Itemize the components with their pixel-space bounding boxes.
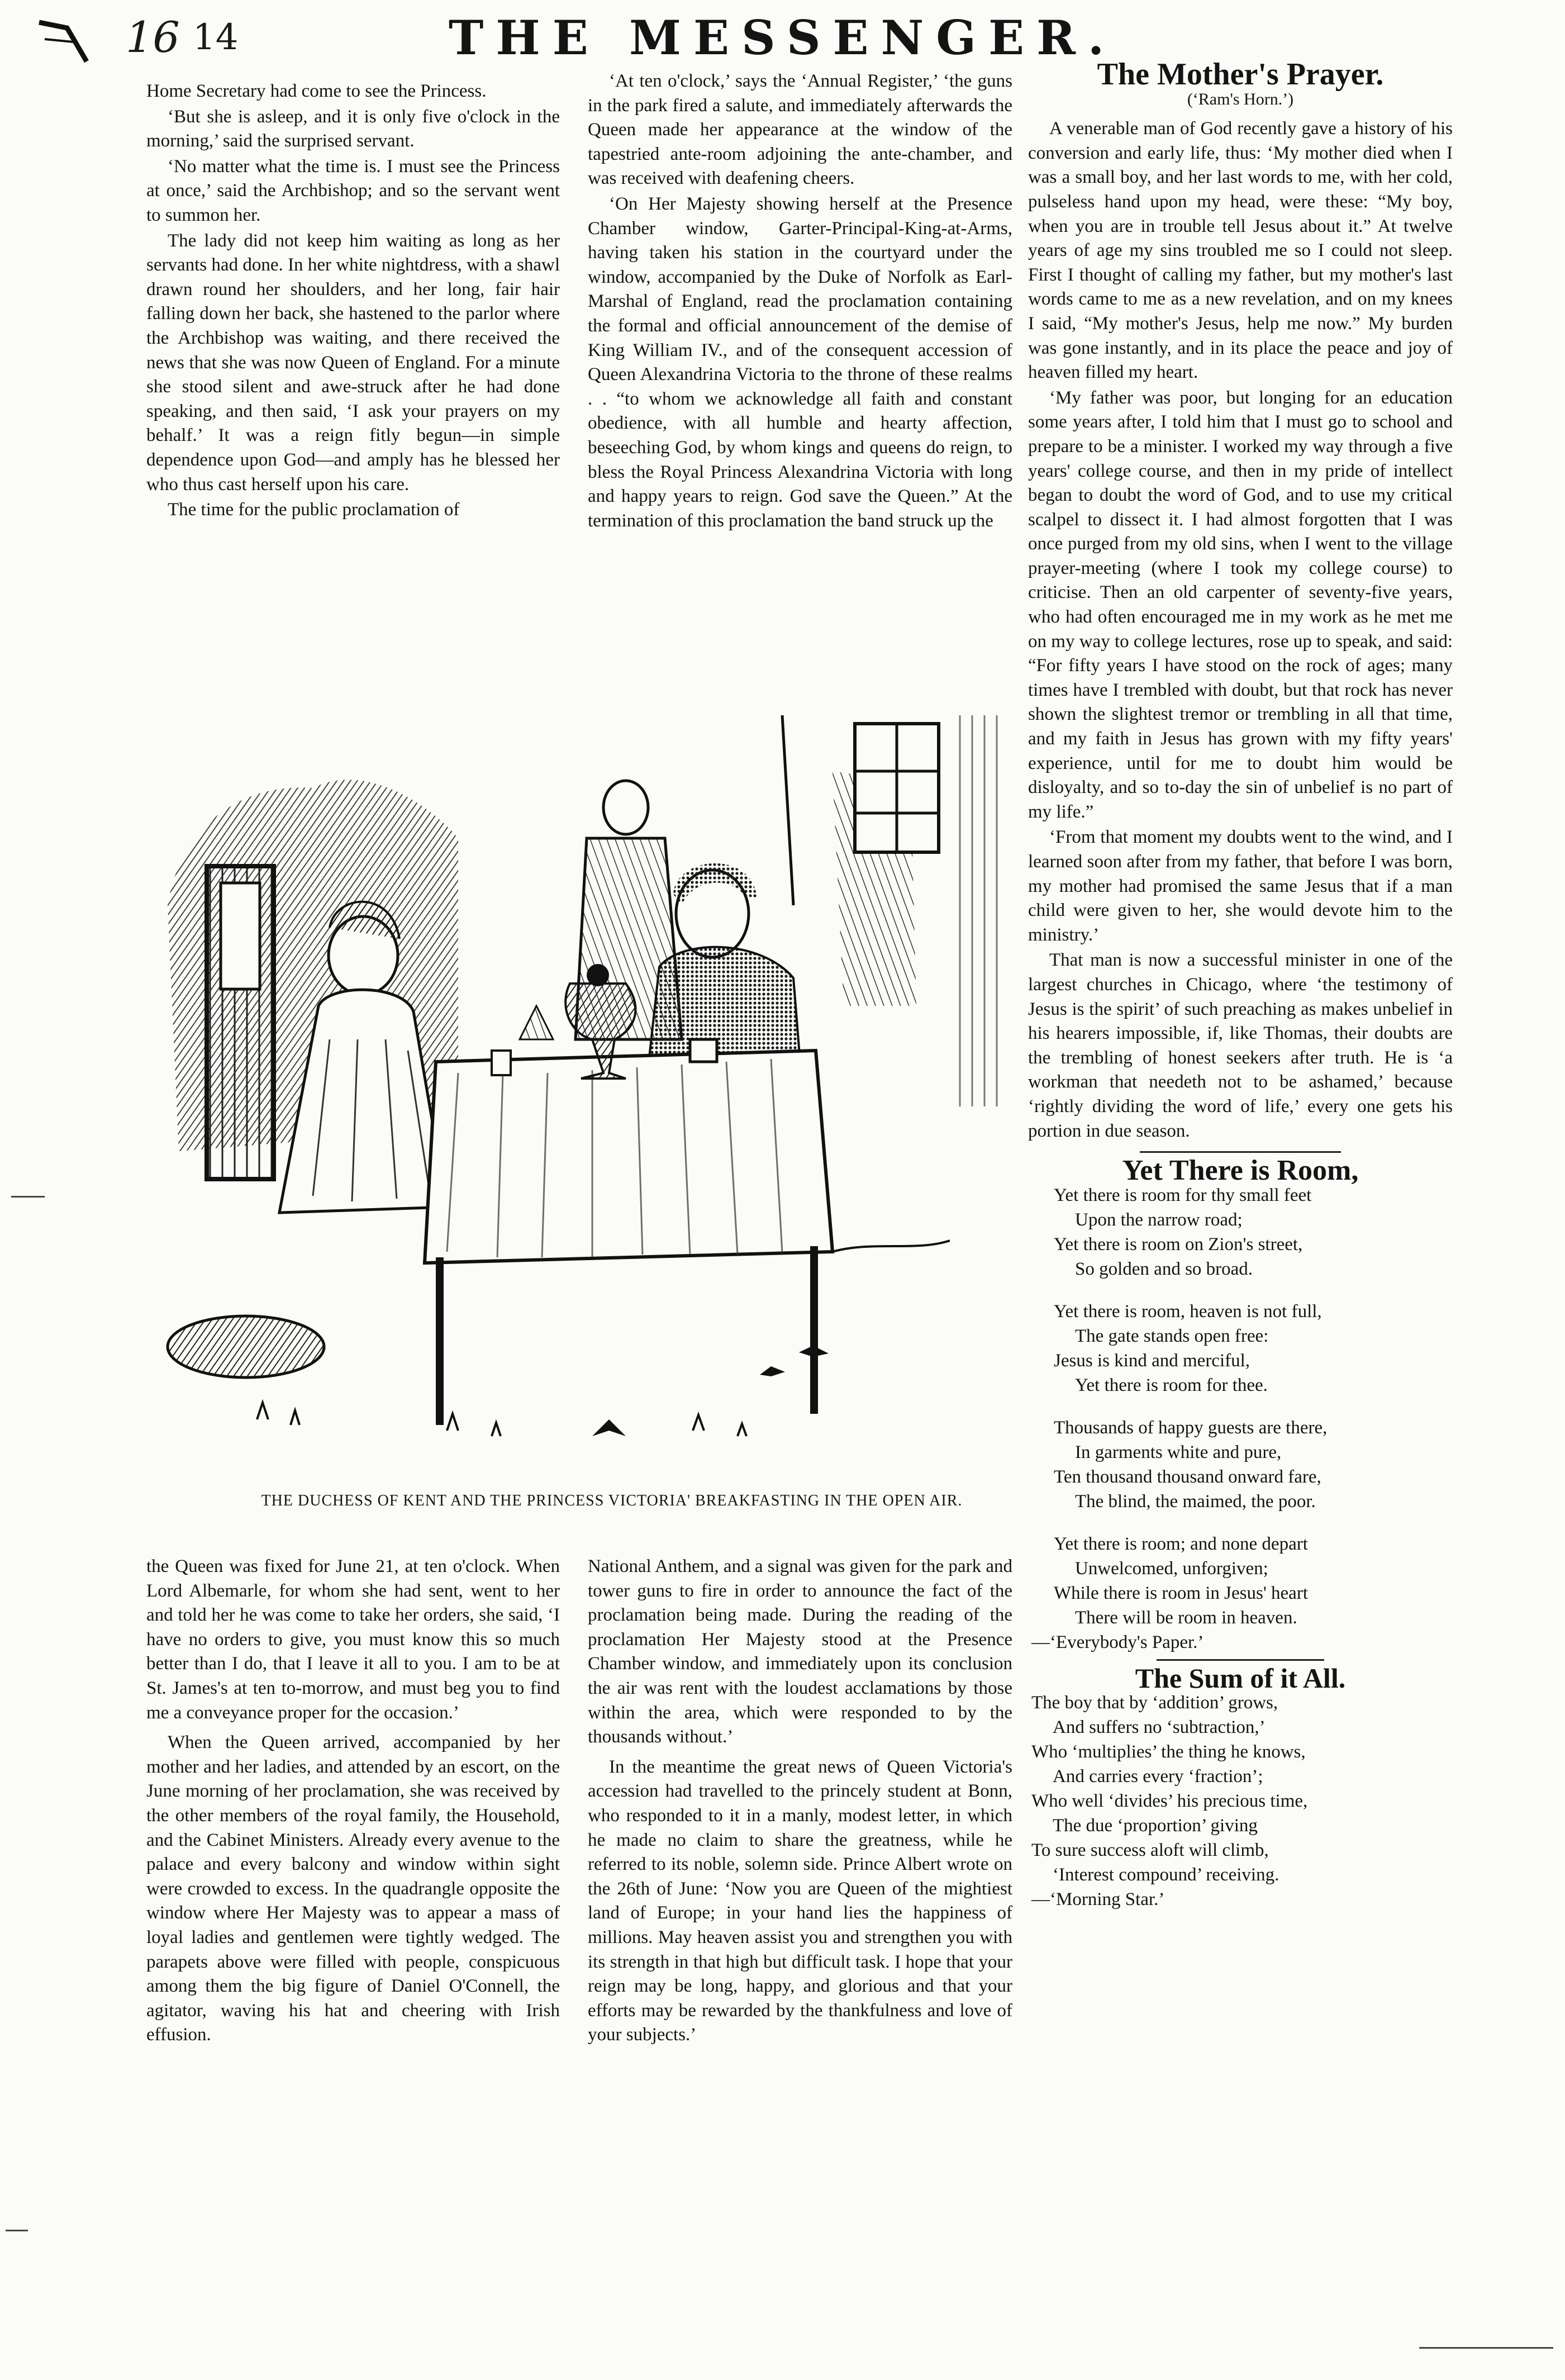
column-3 <box>1028 57 1453 1912</box>
handwritten-number: 16 <box>126 12 180 62</box>
column-2-top <box>588 69 1012 534</box>
poem-line: While there is room in Jesus' heart <box>1054 1583 1308 1603</box>
divider <box>1140 1151 1341 1153</box>
sum-of-it-all-title: The Sum of it All. <box>1135 1662 1346 1694</box>
paragraph: A venerable man of God recently gave a history of his conversion and early life, thus: ‘My mother died when I was a small boy, and her last words to me, with her cold, pulseless hand upon my head, were these: “My boy, when you are in trouble tell Jesus about it.” At twelve years of age my sins troubled me so I could not sleep. First I thought of calling my father, but my mother's last words came to me as a new revelation, and on my knees I said, “My mother's Jesus, help me now.” My burden was gone instantly, and in its place the peace and joy of heaven filled my heart. <box>1028 118 1453 383</box>
poem-line: Yet there is room, heaven is not full, <box>1054 1301 1322 1322</box>
divider <box>1157 1659 1324 1661</box>
yet-there-is-room-poem <box>1028 1183 1453 1630</box>
mothers-prayer-title: The Mother's Prayer. <box>1097 57 1384 92</box>
paragraph: That man is now a successful minister in one of the largest churches in Chicago, where ‘the testimony of Jesus is the spirit’ of such preaching as makes unbelief in his hearers impossible, if, like Thomas, their doubts are the trembling of honest seekers after truth. He is ‘a workman that needeth not to be ashamed,’ because ‘rightly dividing the word of life,’ every one gets his portion in due season. <box>1028 950 1453 1141</box>
poem-source: —‘Morning Star.’ <box>1031 1889 1165 1910</box>
poem-line: Yet there is room; and none depart <box>1054 1533 1308 1554</box>
paragraph: National Anthem, and a signal was given for the park and tower guns to fire in order to announce the fact of the proclamation being made. During the reading of the proclamation Her Majesty stood at the Presence Chamber window, and immediately upon its conclusion the air was rent with the loudest acclamations by those within the area, which were responded to by the thousands without.’ <box>588 1556 1012 1747</box>
illustration-caption: THE DUCHESS OF KENT AND THE PRINCESS VICTORIA' BREAKFASTING IN THE OPEN AIR. <box>261 1492 963 1509</box>
paragraph: ‘No matter what the time is. I must see the Princess at once,’ said the Archbishop; and so the servant went to summon her. <box>146 156 560 225</box>
poem-line: To sure success aloft will climb, <box>1031 1840 1269 1861</box>
poem-line: Unwelcomed, unforgiven; <box>1075 1558 1268 1579</box>
paragraph: ‘On Her Majesty showing herself at the Presence Chamber window, Garter-Principal-King-at-Arms, having taken his station in the courtyard under the window, accompanied by the Duke of Norfolk as Earl-Marshal of England, read the proclamation containing the formal and official announcement of the demise of King William IV., and of the consequent accession of Queen Alexandrina Victoria to the throne of these realms . . “to whom we acknowledge all faith and constant obedience, with all humble and hearty affection, beseeching God, by whom kings and queens do reign, to bless the Royal Princess Alexandrina Victoria with long and happy years to reign. God save the Queen.” At the termination of this proclamation the band struck up the <box>588 193 1012 531</box>
stanza <box>1054 1299 1453 1398</box>
column-1-bottom <box>146 1555 560 2049</box>
page-number: 14 <box>193 17 239 58</box>
poem-line: The blind, the maimed, the poor. <box>1075 1491 1316 1512</box>
poem-line: Upon the narrow road; <box>1075 1209 1243 1230</box>
poem-line: Who ‘multiplies’ the thing he knows, <box>1031 1742 1306 1763</box>
scan-mark <box>6 2230 28 2231</box>
poem-line: So golden and so broad. <box>1075 1258 1253 1279</box>
paragraph: The lady did not keep him waiting as long as her servants had done. In her white nightdress, with a shawl drawn round her shoulders, and her long, fair hair falling down her back, she hastened to the parlor where the Archbishop was waiting, and there received the news that she was now Queen of England. For a minute she stood silent and awe-struck after he had done speaking, and then said, ‘I ask your prayers on my behalf.’ It was a reign fitly begun—in simple dependence upon God—and amply has he blessed her who thus cast herself upon his care. <box>146 230 560 495</box>
breakfast-illustration <box>145 693 1028 1481</box>
poem-line: Yet there is room for thy small feet <box>1054 1185 1312 1205</box>
paragraph: the Queen was fixed for June 21, at ten o'clock. When Lord Albemarle, for whom she had sent, went to her and told her he was come to take her orders, she said, ‘I have no orders to give, you must know this so much better than I do, that I leave it all to you. I am to be at St. James's at ten to-morrow, and must beg you to find me a conveyance proper for the occasion.’ <box>146 1556 560 1723</box>
poem-line: Jesus is kind and merciful, <box>1054 1350 1250 1371</box>
poem-line: The due ‘proportion’ giving <box>1053 1816 1258 1836</box>
paragraph: ‘But she is asleep, and it is only five o'clock in the morning,’ said the surprised servant. <box>146 106 560 151</box>
poem-line: And suffers no ‘subtraction,’ <box>1053 1717 1266 1738</box>
poem-line: Yet there is room on Zion's street, <box>1054 1234 1303 1255</box>
stanza <box>1054 1183 1453 1281</box>
paragraph: ‘At ten o'clock,’ says the ‘Annual Register,’ ‘the guns in the park fired a salute, and immediately afterwards the Queen made her appearance at the window of the tapestried ante-room adjoining the ante-chamber, and was received with deafening cheers. <box>588 71 1012 189</box>
paragraph: Home Secretary had come to see the Princess. <box>146 81 487 101</box>
paragraph: ‘My father was poor, but longing for an education some years after, I told him that I must go to school and prepare to be a minister. I worked my way through a five years' college course, and then in my pride of intellect began to doubt the word of God, and to use my critical scalpel to dissect it. I had almost forgotten that I was once purged from my old sins, when I went to the village prayer-meeting (where I took my college course) to criticise. Then an old carpenter of seventy-five years, who had often encouraged me in my work as he met me on my way to college lectures, rose up to speak, and said: “For fifty years I have stood on the rock of ages; many times have I trembled with doubt, but that rock has never shown the slightest tremor or trembling in all that time, and my faith in Jesus has grown with my fifty years' experience, until for me to doubt him would be disloyalty, and so to-day the sin of unbelief is no part of my life.” <box>1028 387 1453 822</box>
scan-mark <box>11 1196 45 1198</box>
sum-of-it-all-poem <box>1028 1690 1453 1912</box>
poem-line: Who well ‘divides’ his precious time, <box>1031 1791 1308 1812</box>
poem-line: ‘Interest compound’ receiving. <box>1053 1865 1279 1885</box>
poem-line: In garments white and pure, <box>1075 1442 1282 1462</box>
poem-source: —‘Everybody's Paper.’ <box>1031 1632 1204 1652</box>
paragraph: When the Queen arrived, accompanied by her mother and her ladies, and attended by an escort, on the June morning of her proclamation, she was received by the other members of the royal family, the Household, and the Cabinet Ministers. Already every avenue to the palace and every balcony and window within sight were crowded to excess. In the quadrangle opposite the window where Her Majesty was to appear a mass of loyal ladies and gentlemen were tightly wedged. The parapets above were filled with people, conspicuous among them the big figure of Daniel O'Connell, the agitator, waving his hat and cheering with Irish effusion. <box>146 1732 560 2045</box>
poem-line: Ten thousand thousand onward fare, <box>1054 1466 1321 1487</box>
poem-line: Yet there is room for thee. <box>1075 1375 1268 1395</box>
paragraph: ‘From that moment my doubts went to the wind, and I learned soon after from my father, that before I was born, my mother had promised the same Jesus that if a man child were given to her, she would devote him to the ministry.’ <box>1028 827 1453 945</box>
yet-there-is-room-title: Yet There is Room, <box>1122 1155 1359 1187</box>
stanza <box>1054 1415 1453 1514</box>
stanza <box>1054 1532 1453 1630</box>
poem-line: The gate stands open free: <box>1075 1326 1269 1346</box>
mothers-prayer-source: (‘Ram's Horn.’) <box>1187 89 1294 108</box>
poem-line: Thousands of happy guests are there, <box>1054 1417 1328 1438</box>
poem-line: And carries every ‘fraction’; <box>1053 1766 1263 1787</box>
scan-mark <box>1419 2347 1553 2349</box>
column-1-top <box>146 79 560 524</box>
column-2-bottom <box>588 1555 1012 2049</box>
poem-line: The boy that by ‘addition’ grows, <box>1031 1693 1278 1713</box>
masthead-title: THE MESSENGER. <box>448 10 1117 65</box>
paragraph: The time for the public proclamation of <box>168 500 460 520</box>
poem-line: There will be room in heaven. <box>1075 1607 1297 1628</box>
paragraph: In the meantime the great news of Queen Victoria's accession had travelled to the princely student at Bonn, who responded to it in a manly, modest letter, in which he made no claim to share the greatness, while he referred to its noble, solemn side. Prince Albert wrote on the 26th of June: ‘Now you are Queen of the mightiest land of Europe; in your hand lies the happiness of millions. May heaven assist you and strengthen you with its strength in that high but difficult task. I hope that your reign may be long, happy, and glorious and that your efforts may be rewarded by the thankfulness and love of your subjects.’ <box>588 1756 1012 2045</box>
